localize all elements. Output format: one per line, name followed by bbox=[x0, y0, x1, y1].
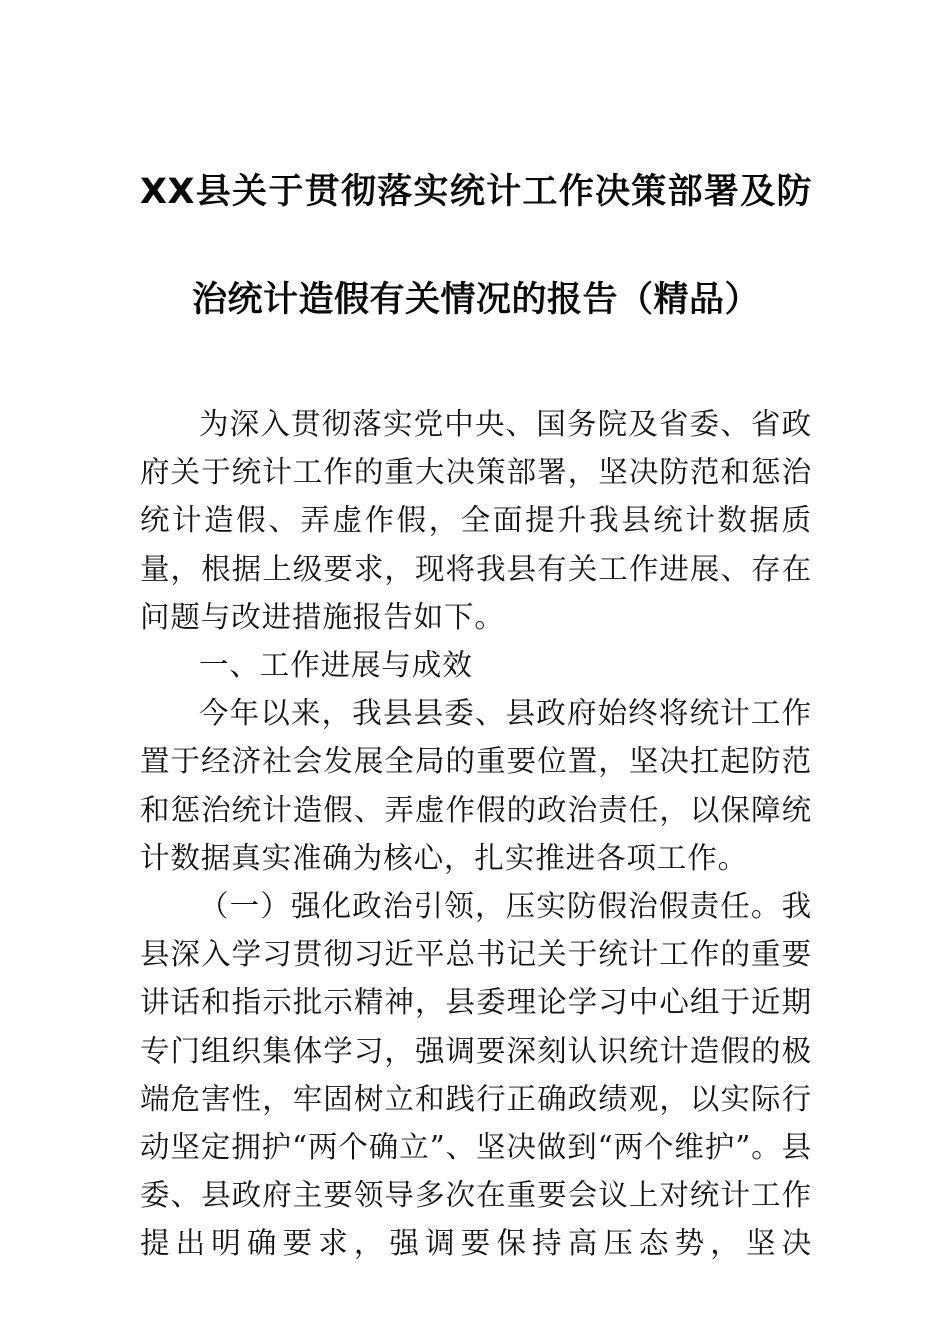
paragraph-intro: 为深入贯彻落实党中央、国务院及省委、省政府关于统计工作的重大决策部署，坚决防范和惩治统计造假、弄虚作假，全面提升我县统计数据质量，根据上级要求，现将我县有关工作进展、存在问题与改进措施报告如下。 bbox=[140, 407, 812, 634]
document-title-block bbox=[140, 0, 812, 354]
paragraph-section-1-item-1: （一）强化政治引领，压实防假治假责任。我县深入学习贯彻习近平总书记关于统计工作的重要讲话和指示批示精神，县委理论学习中心组于近期专门组织集体学习，强调要深刻认识统计造假的极端危害性，牢固树立和践行正确政绩观，以实际行动坚定拥护“两个确立”、坚决做到“两个维护”。县委、县政府主要领导多次在重要会议上对统计工作提出明确要求，强调要保持高压态势，坚决 bbox=[140, 889, 812, 1261]
page-title-line-2: 治统计造假有关情况的报告（精品） bbox=[191, 280, 760, 320]
page-title-line-1: XX县关于贯彻落实统计工作决策部署及防 bbox=[140, 172, 812, 212]
document-body bbox=[140, 354, 812, 1268]
section-heading-1: 一、工作进展与成效 bbox=[199, 648, 473, 683]
page-title bbox=[140, 138, 812, 354]
document-content-column bbox=[140, 0, 812, 1268]
paragraph-section-1-body: 今年以来，我县县委、县政府始终将统计工作置于经济社会发展全局的重要位置，坚决扛起防范和惩治统计造假、弄虚作假的政治责任，以保障统计数据真实准确为核心，扎实推进各项工作。 bbox=[140, 696, 812, 875]
